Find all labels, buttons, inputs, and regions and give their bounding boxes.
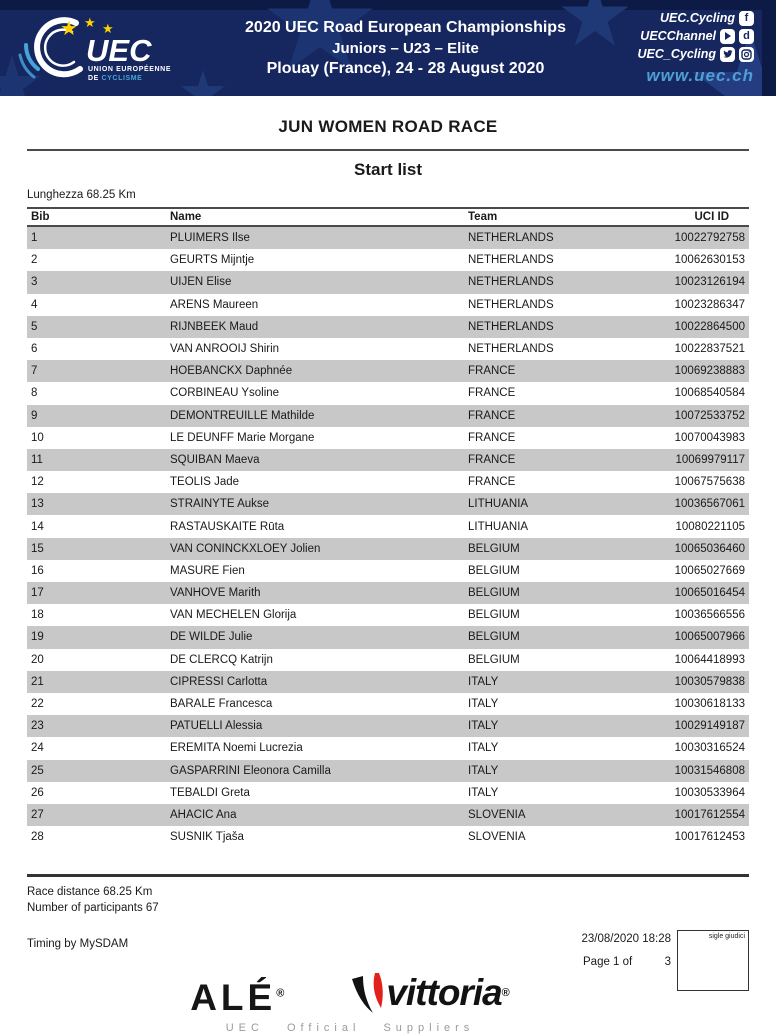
cell-bib: 17	[31, 587, 44, 600]
cell-uci-id: 10065007966	[674, 631, 745, 644]
event-title-line2: Juniors – U23 – Elite	[332, 39, 479, 57]
cell-name: RIJNBEEK Maud	[170, 320, 259, 333]
cell-uci-id: 10023126194	[674, 276, 745, 289]
cell-bib: 15	[31, 542, 44, 555]
twitter-icon[interactable]	[720, 47, 735, 62]
cell-bib: 21	[31, 675, 44, 688]
cell-name: SQUIBAN Maeva	[170, 453, 260, 466]
star-icon: ★	[60, 18, 78, 40]
event-banner	[0, 0, 776, 96]
cell-name: ARENS Maureen	[170, 298, 259, 311]
registered-mark: ®	[276, 987, 289, 1000]
cell-uci-id: 10068540584	[674, 387, 745, 400]
cell-name: STRAINYTĖ Aukse	[170, 498, 270, 511]
cell-bib: 4	[31, 298, 38, 311]
social-links	[596, 0, 776, 96]
cell-bib: 14	[31, 520, 44, 533]
cell-bib: 26	[31, 786, 44, 799]
table-bottom-line	[27, 874, 749, 877]
cell-bib: 11	[31, 453, 43, 466]
table-row	[27, 427, 749, 449]
cell-name: AHAČIČ Ana	[170, 808, 237, 821]
youtube-icon[interactable]	[720, 29, 735, 44]
cell-team: BELGIUM	[468, 564, 520, 577]
table-row	[27, 560, 749, 582]
instagram-icon[interactable]	[739, 47, 754, 62]
cell-team: NETHERLANDS	[468, 232, 554, 245]
table-row	[27, 227, 749, 249]
cell-name: CIPRESSI Carlotta	[170, 675, 268, 688]
suppliers-caption: UEC Official Suppliers	[225, 1022, 475, 1034]
event-title-line1: 2020 UEC Road European Championships	[245, 18, 566, 36]
cell-team: NETHERLANDS	[468, 276, 554, 289]
cell-name: PLUIMERS Ilse	[170, 232, 250, 245]
uec-logo	[0, 0, 215, 96]
cell-uci-id: 10017612453	[674, 831, 745, 844]
cell-team: BELGIUM	[468, 609, 520, 622]
cell-team: BELGIUM	[468, 653, 520, 666]
cell-name: LE DEUNFF Marie Morgane	[170, 431, 315, 444]
dailymotion-icon[interactable]: d	[739, 29, 754, 44]
page-label: Page 1 of	[583, 956, 633, 969]
cell-name: VAN CONINCKXLOEY Jolien	[170, 542, 321, 555]
table-row	[27, 249, 749, 271]
ale-logo	[190, 977, 288, 1019]
cell-team: FRANCE	[468, 365, 516, 378]
table-row	[27, 649, 749, 671]
cell-uci-id: 10067575638	[674, 476, 745, 489]
cell-uci-id: 10030618133	[674, 698, 745, 711]
cell-bib: 5	[31, 320, 38, 333]
title-divider	[27, 149, 749, 151]
cell-team: BELGIUM	[468, 587, 520, 600]
cell-uci-id: 10036566556	[674, 609, 745, 622]
social-youtube-dailymotion[interactable]	[640, 29, 754, 44]
table-row	[27, 582, 749, 604]
cell-name: VANHOVE Marith	[170, 587, 261, 600]
cell-uci-id: 10064418993	[674, 653, 745, 666]
cell-bib: 8	[31, 387, 38, 400]
cell-team: SLOVENIA	[468, 831, 526, 844]
svg-text:DE CYCLISME: DE CYCLISME	[88, 75, 143, 82]
table-row	[27, 804, 749, 826]
cell-bib: 3	[31, 276, 38, 289]
cell-team: FRANCE	[468, 476, 516, 489]
cell-name: GASPARRINI Eleonora Camilla	[170, 764, 331, 777]
race-title: JUN WOMEN ROAD RACE	[278, 117, 498, 136]
cell-name: BARALE Francesca	[170, 698, 273, 711]
cell-team: LITHUANIA	[468, 520, 529, 533]
cell-team: NETHERLANDS	[468, 298, 554, 311]
table-row	[27, 671, 749, 693]
timing-credit: Timing by MySDAM	[27, 938, 129, 951]
cell-bib: 28	[31, 831, 44, 844]
table-row	[27, 826, 749, 848]
header-uci-id: UCI ID	[694, 211, 729, 223]
cell-team: ITALY	[468, 720, 499, 733]
cell-team: ITALY	[468, 786, 499, 799]
page-indicator	[583, 956, 671, 968]
cell-bib: 20	[31, 653, 44, 666]
social-twitter-instagram[interactable]	[638, 47, 755, 62]
cell-team: SLOVENIA	[468, 808, 526, 821]
cell-team: NETHERLANDS	[468, 320, 554, 333]
cell-uci-id: 10017612554	[674, 808, 745, 821]
cell-uci-id: 10030316524	[674, 742, 745, 755]
uec-logo-sub1: UNION EUROPÉENNE	[88, 66, 172, 73]
table-row	[27, 604, 749, 626]
header-team: Team	[468, 211, 498, 223]
cell-uci-id: 10065016454	[674, 587, 745, 600]
cell-uci-id: 10030533964	[674, 786, 745, 799]
cell-bib: 19	[31, 631, 44, 644]
cell-uci-id: 10065036460	[674, 542, 745, 555]
cell-bib: 23	[31, 720, 44, 733]
cell-uci-id: 10022837521	[674, 343, 745, 356]
table-row	[27, 449, 749, 471]
cell-name: GEURTS Mijntje	[170, 254, 255, 267]
cell-team: ITALY	[468, 675, 499, 688]
table-row	[27, 693, 749, 715]
cell-name: DE WILDE Julie	[170, 631, 253, 644]
ale-logo-text: ALÉ	[190, 977, 277, 1019]
cell-team: FRANCE	[468, 431, 516, 444]
star-icon: ★	[84, 15, 96, 30]
cell-bib: 12	[31, 476, 44, 489]
cell-name: CORBINEAU Ysoline	[170, 387, 280, 400]
start-list-body	[27, 227, 749, 848]
table-row	[27, 515, 749, 537]
cell-bib: 10	[31, 431, 44, 444]
table-row	[27, 760, 749, 782]
judges-box-label: sigle giudici	[708, 933, 745, 941]
cell-team: FRANCE	[468, 409, 516, 422]
social-facebook-label: UEC.Cycling	[659, 11, 735, 25]
cell-bib: 16	[31, 564, 44, 577]
cell-uci-id: 10080221105	[675, 520, 745, 533]
cell-bib: 9	[31, 409, 38, 422]
cell-team: FRANCE	[468, 453, 516, 466]
website-link[interactable]: www.uec.ch	[646, 65, 754, 85]
list-title: Start list	[353, 160, 423, 179]
table-row	[27, 360, 749, 382]
page-total: 3	[664, 956, 671, 969]
table-row	[27, 294, 749, 316]
cell-uci-id: 10070043983	[674, 431, 745, 444]
vittoria-swoosh-icon	[350, 971, 386, 1015]
participants-count: Number of participants 67	[27, 901, 159, 914]
cell-bib: 2	[31, 254, 38, 267]
cell-bib: 6	[31, 343, 38, 356]
table-row	[27, 737, 749, 759]
cell-team: ITALY	[468, 764, 499, 777]
cell-bib: 7	[31, 365, 38, 378]
cell-name: TEBALDI Greta	[170, 786, 250, 799]
table-row	[27, 782, 749, 804]
sponsor-logos	[0, 971, 711, 1019]
table-row	[27, 316, 749, 338]
cell-uci-id: 10069238883	[674, 365, 745, 378]
cell-name: PATUELLI Alessia	[170, 720, 263, 733]
cell-team: FRANCE	[468, 387, 516, 400]
cell-name: UIJEN Elise	[170, 276, 232, 289]
cell-name: SUŠNIK Tjaša	[170, 831, 244, 844]
cell-team: ITALY	[468, 742, 499, 755]
cell-uci-id: 10069979117	[675, 453, 745, 466]
cell-bib: 1	[31, 232, 38, 245]
cell-uci-id: 10036567061	[674, 498, 745, 511]
registered-mark: ®	[501, 987, 510, 1000]
cell-name: MASURE Fien	[170, 564, 245, 577]
cell-bib: 24	[31, 742, 44, 755]
vittoria-logo-text: vittoria	[386, 972, 502, 1014]
cell-uci-id: 10022792758	[674, 232, 745, 245]
social-facebook[interactable]	[660, 11, 754, 26]
cell-team: BELGIUM	[468, 542, 520, 555]
print-datetime: 23/08/2020 18:28	[581, 933, 671, 946]
cell-uci-id: 10072533752	[674, 409, 745, 422]
social-twitter-label: UEC_Cycling	[637, 47, 716, 61]
cell-uci-id: 10031546808	[674, 764, 745, 777]
cell-team: BELGIUM	[468, 631, 520, 644]
table-header	[27, 207, 749, 227]
uec-logo-text: UEC	[86, 33, 152, 68]
event-title	[215, 0, 596, 96]
table-row	[27, 382, 749, 404]
header-name: Name	[170, 211, 202, 223]
cell-name: EREMITA Noemi Lucrezia	[170, 742, 303, 755]
race-info	[27, 885, 749, 916]
table-row	[27, 626, 749, 648]
length-note: Lunghezza 68.25 Km	[27, 189, 136, 201]
vittoria-logo	[350, 971, 509, 1015]
social-channel-label: UECChannel	[640, 29, 716, 43]
cell-bib: 27	[31, 808, 44, 821]
cell-uci-id: 10030579838	[674, 675, 745, 688]
table-row	[27, 715, 749, 737]
star-icon: ★	[102, 21, 114, 36]
cell-uci-id: 10065027669	[674, 564, 745, 577]
cell-name: HOEBANCKX Daphnée	[170, 365, 293, 378]
uec-logo-icon	[12, 11, 212, 85]
cell-team: ITALY	[468, 698, 499, 711]
table-row	[27, 405, 749, 427]
cell-name: DE CLERCQ Katrijn	[170, 653, 273, 666]
cell-name: VAN MECHELEN Glorija	[170, 609, 297, 622]
cell-name: VAN ANROOIJ Shirin	[170, 343, 280, 356]
cell-uci-id: 10062630153	[674, 254, 745, 267]
cell-bib: 22	[31, 698, 44, 711]
table-row	[27, 271, 749, 293]
table-row	[27, 338, 749, 360]
table-row	[27, 471, 749, 493]
start-list-table	[27, 207, 749, 848]
facebook-icon[interactable]: f	[739, 11, 754, 26]
cell-team: LITHUANIA	[468, 498, 529, 511]
cell-uci-id: 10029149187	[674, 720, 745, 733]
cell-team: NETHERLANDS	[468, 343, 554, 356]
cell-bib: 18	[31, 609, 44, 622]
cell-bib: 13	[31, 498, 44, 511]
cell-uci-id: 10022864500	[674, 320, 745, 333]
cell-bib: 25	[31, 764, 44, 777]
header-bib: Bib	[31, 211, 50, 223]
table-row	[27, 493, 749, 515]
cell-name: TEOLIS Jade	[170, 476, 240, 489]
cell-team: NETHERLANDS	[468, 254, 554, 267]
cell-name: DEMONTREUILLE Mathilde	[170, 409, 315, 422]
cell-uci-id: 10023286347	[674, 298, 745, 311]
cell-name: RASTAUSKAITĖ Rūta	[170, 520, 285, 533]
table-row	[27, 538, 749, 560]
race-distance: Race distance 68.25 Km	[27, 886, 153, 899]
event-title-line3: Plouay (France), 24 - 28 August 2020	[266, 59, 545, 77]
